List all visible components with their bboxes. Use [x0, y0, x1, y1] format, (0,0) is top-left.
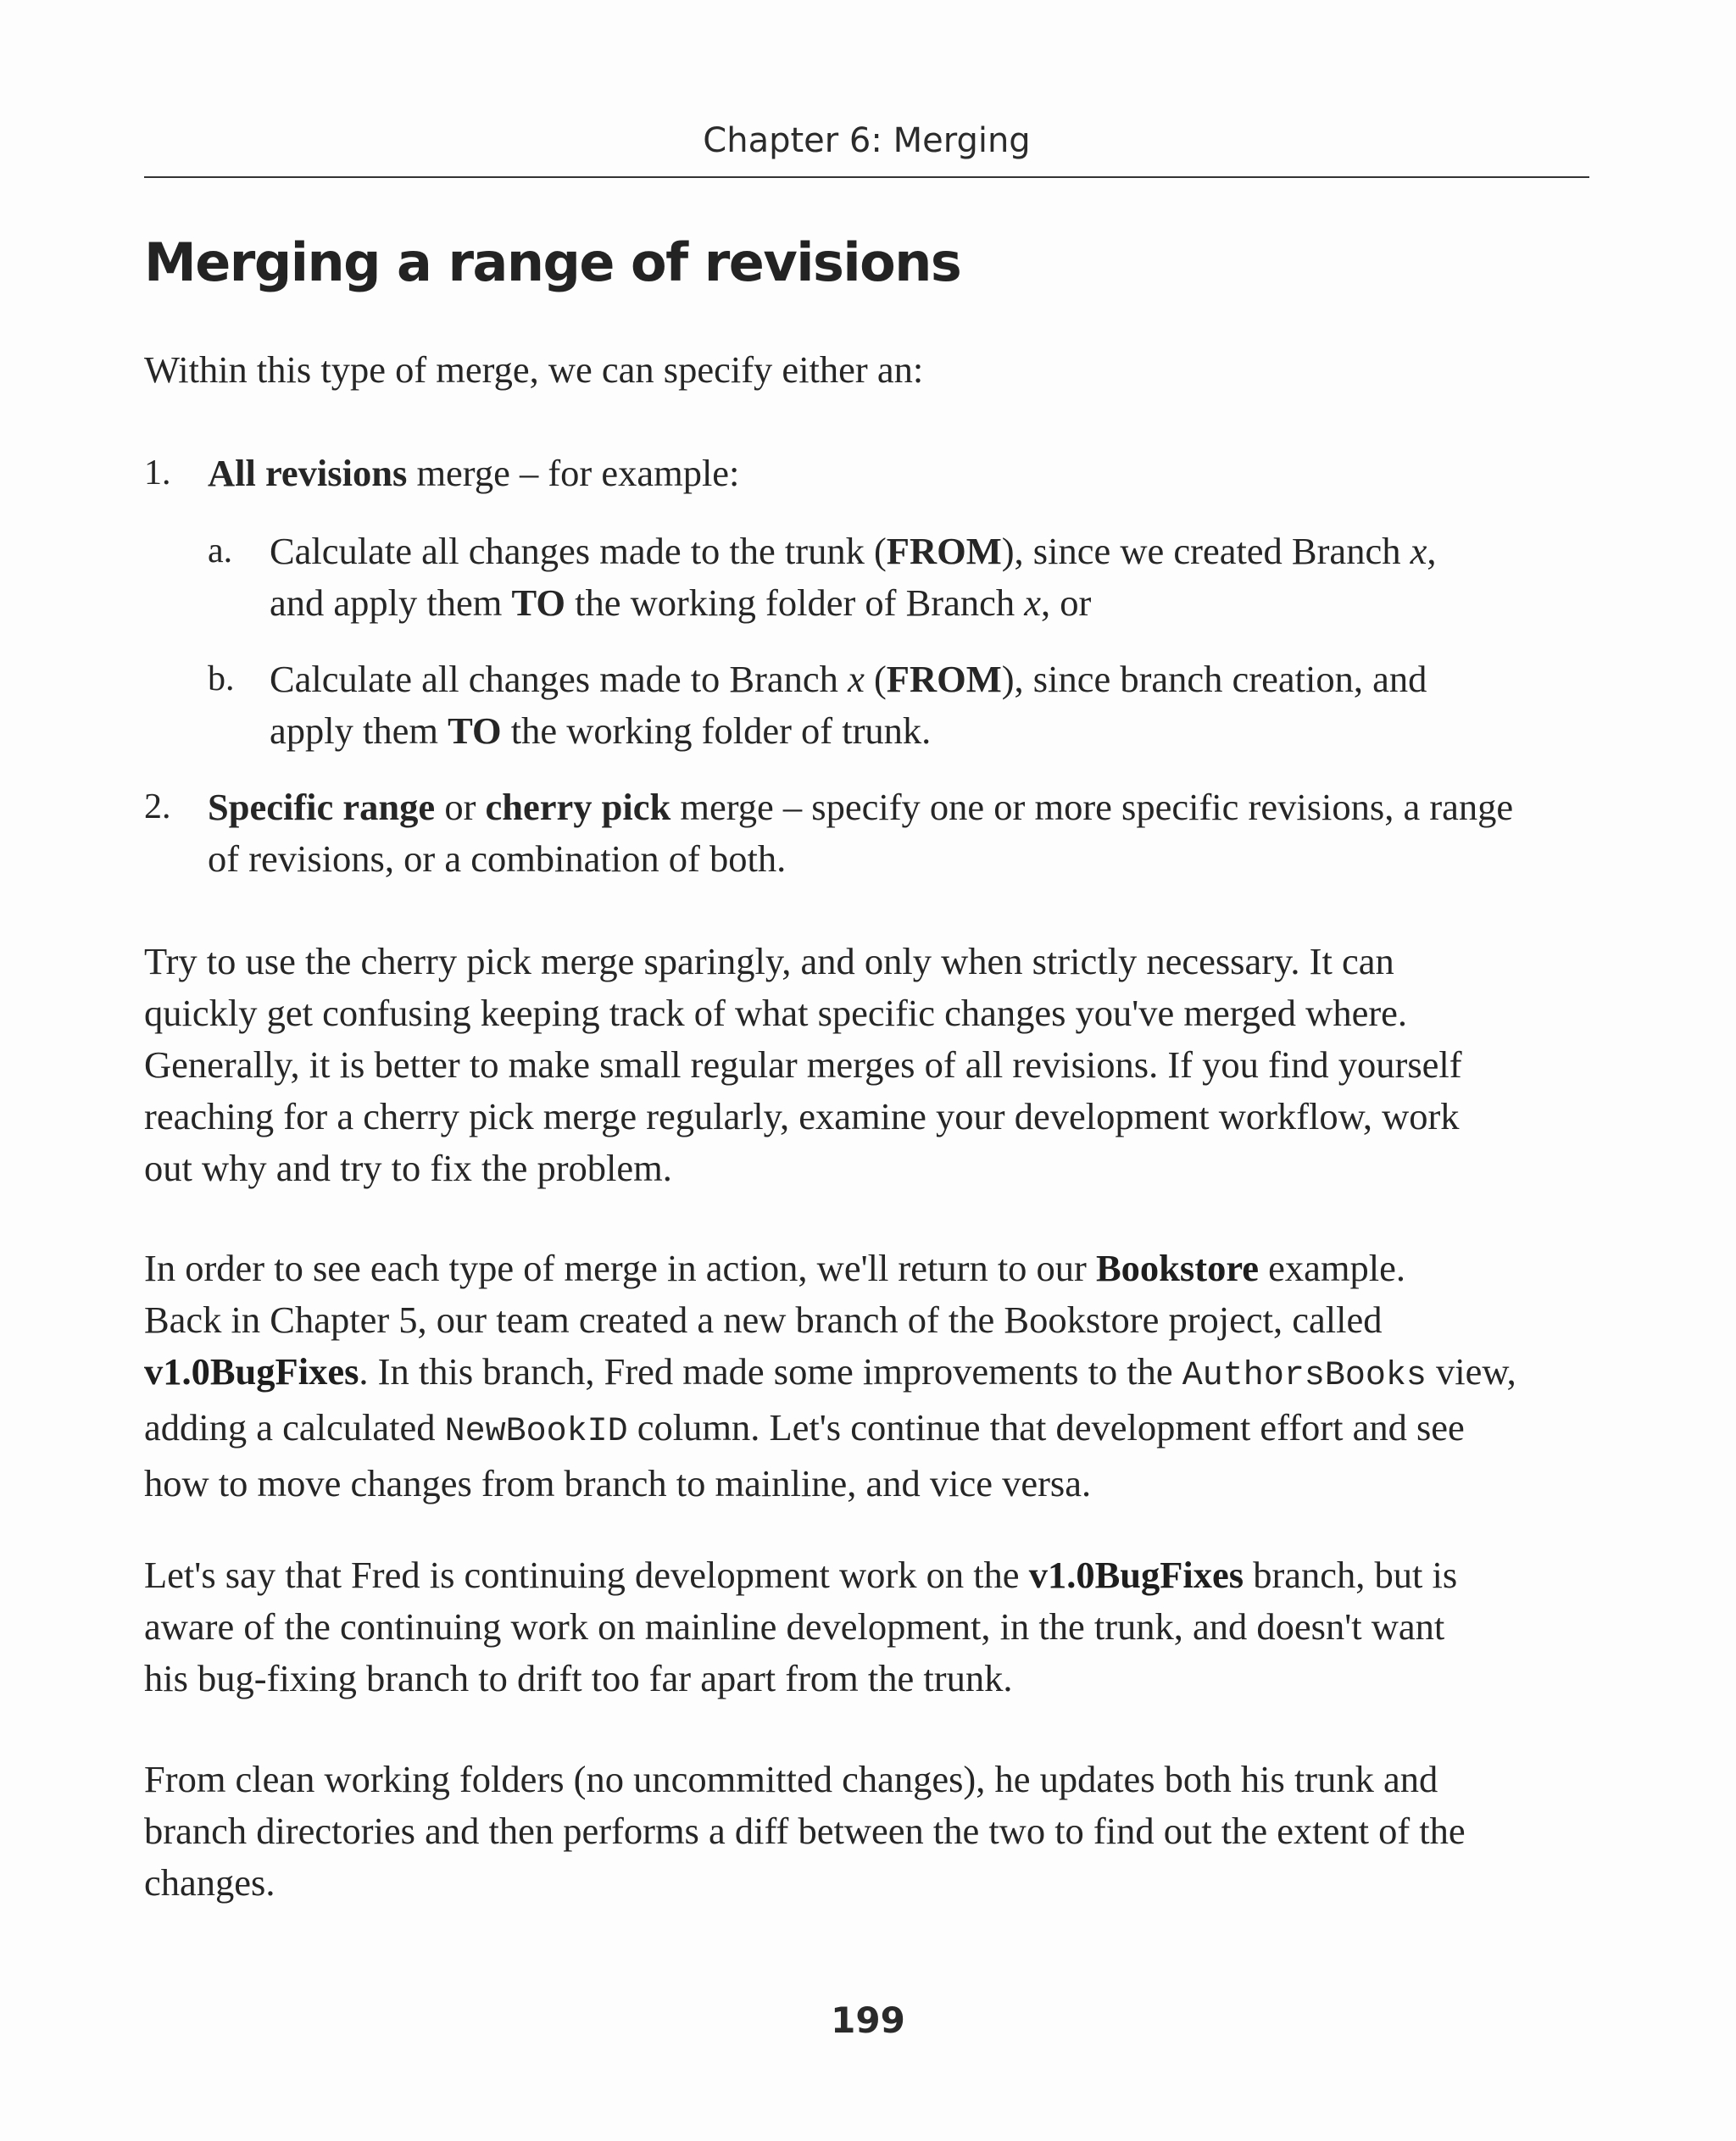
bookstore-paragraph: In order to see each type of merge in action, we'll return to our Bookstore example. Back in Chapter 5, our team created a new branch of the Bookstore project, called v1.0BugFixes. In this branch, Fred made some improvements to the AuthorsBooks view, adding a calculated NewBookID column. Let's continue that development effort and see how to move changes from branch to mainline, and vice versa.	[144, 1247, 1516, 1504]
cherry-pick-paragraph: Try to use the cherry pick merge sparingly, and only when strictly necessary. It can quickly get confusing keeping track of what specific changes you've merged where. Generally, it is better to make small regular merges of all revisions. If you find yourself reaching for a cherry pick merge regularly, examine your development workflow, work out why and try to fix the problem.	[144, 940, 1462, 1189]
section-title: Merging a range of revisions	[144, 231, 961, 293]
intro-paragraph: Within this type of merge, we can specify either an:	[144, 348, 924, 391]
header-rule	[144, 176, 1589, 178]
list-item-text: Specific range or cherry pick merge – specify one or more specific revisions, a range of revisions, or a combination of both.	[208, 786, 1514, 880]
page-number: 199	[831, 1999, 905, 2041]
running-head: Chapter 6: Merging	[703, 121, 1031, 160]
sub-item-letter: b.	[208, 659, 235, 698]
sub-item-letter: a.	[208, 531, 233, 570]
list-number: 1.	[144, 453, 171, 492]
list-number: 2.	[144, 787, 171, 826]
fred-paragraph: Let's say that Fred is continuing development work on the v1.0BugFixes branch, but is aware of the continuing work on mainline development, in the trunk, and doesn't want his bug-fixing branch to drift too far apart from the trunk.	[144, 1554, 1458, 1699]
sub-item-text: Calculate all changes made to Branch x (FROM), since branch creation, and apply them TO the working folder of trunk.	[270, 658, 1427, 752]
clean-folders-paragraph: From clean working folders (no uncommitted changes), he updates both his trunk and branch directories and then performs a diff between the two to find out the extent of the changes.	[144, 1758, 1466, 1904]
list-item-text: All revisions merge – for example:	[208, 452, 740, 494]
sub-item-text: Calculate all changes made to the trunk (FROM), since we created Branch x, and apply them TO the working folder of Branch x, or	[270, 530, 1437, 624]
